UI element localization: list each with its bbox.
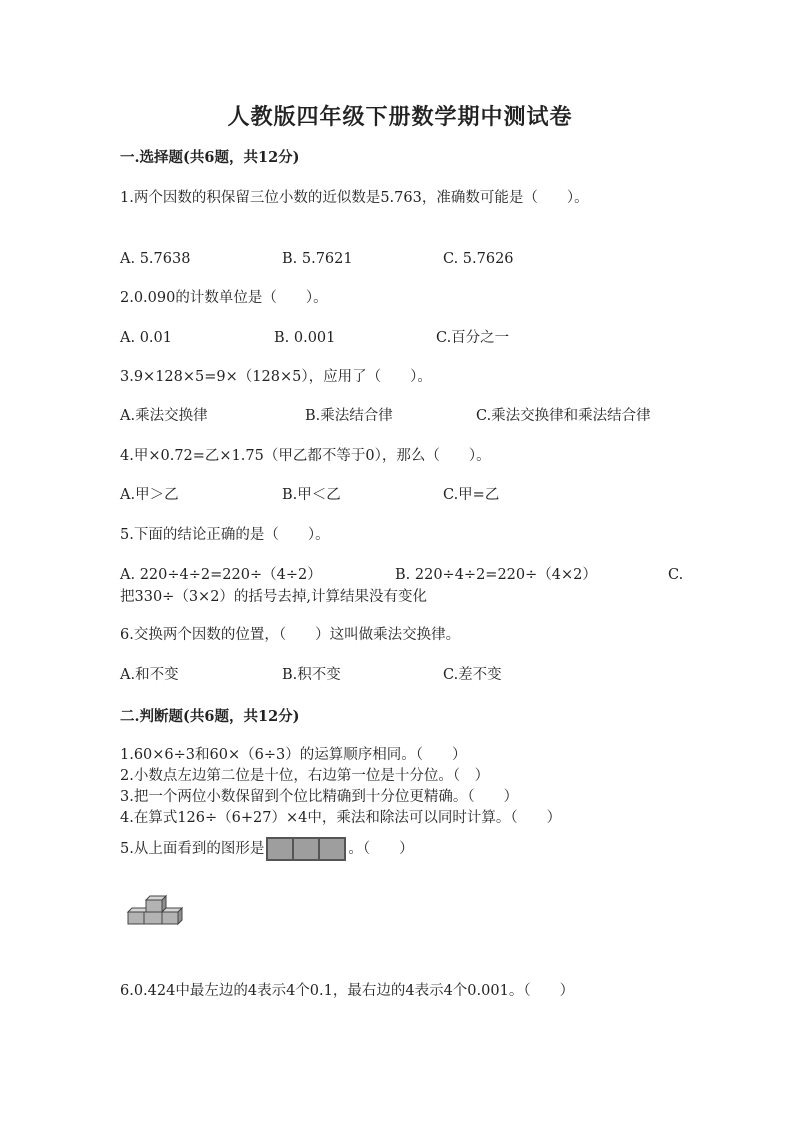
judgement-5-text: 5.从上面看到的图形是: [120, 841, 265, 857]
question-5-option-c: C.: [668, 567, 684, 583]
question-3-option-a: A.乘法交换律: [120, 408, 208, 424]
question-4-option-b: B.甲＜乙: [282, 487, 341, 503]
question-3-option-b: B.乘法结合律: [305, 408, 393, 424]
top-view-figure: [266, 837, 346, 861]
question-2-stem: 2.0.090的计数单位是（ ）。: [120, 290, 328, 306]
question-6-option-b: B.积不变: [282, 667, 341, 683]
page-title: 人教版四年级下册数学期中测试卷: [227, 104, 573, 130]
question-1-option-b: B. 5.7621: [282, 251, 353, 267]
question-1-option-c: C. 5.7626: [443, 251, 514, 267]
question-4-stem: 4.甲×0.72=乙×1.75（甲乙都不等于0），那么（ ）。: [120, 448, 491, 464]
question-4-option-a: A.甲＞乙: [120, 487, 179, 503]
question-5-option-a: A. 220÷4÷2=220÷（4÷2）: [120, 567, 322, 583]
judgement-5: [120, 829, 414, 869]
judgement-1: 1.60×6÷3和60×（6÷3）的运算顺序相同。（ ）: [120, 747, 467, 763]
judgement-2: 2.小数点左边第二位是十位，右边第一位是十分位。（ ）: [120, 768, 490, 784]
cube-stack-figure: [126, 890, 186, 930]
question-6-stem: 6.交换两个因数的位置，（ ）这叫做乘法交换律。: [120, 627, 461, 643]
question-1-option-a: A. 5.7638: [120, 251, 191, 267]
section-heading-judgement: 二.判断题(共6题，共12分): [120, 708, 300, 725]
question-5-option-c-text: 把330÷（3×2）的括号去掉,计算结果没有变化: [120, 589, 428, 605]
question-2-option-b: B. 0.001: [274, 330, 336, 346]
judgement-3: 3.把一个两位小数保留到个位比精确到十分位更精确。（ ）: [120, 789, 519, 805]
question-4-option-c: C.甲=乙: [443, 487, 500, 503]
question-1-stem: 1.两个因数的积保留三位小数的近似数是5.763，准确数可能是（ ）。: [120, 190, 589, 206]
question-5-option-b: B. 220÷4÷2=220÷（4×2）: [395, 567, 597, 583]
question-3-option-c: C.乘法交换律和乘法结合律: [476, 408, 651, 424]
judgement-5-suffix: 。（ ）: [348, 841, 414, 857]
question-6-option-c: C.差不变: [443, 667, 502, 683]
judgement-6: 6.0.424中最左边的4表示4个0.1，最右边的4表示4个0.001。（ ）: [120, 983, 575, 999]
question-6-option-a: A.和不变: [120, 667, 179, 683]
question-3-stem: 3.9×128×5=9×（128×5），应用了（ ）。: [120, 369, 432, 385]
question-2-option-c: C.百分之一: [436, 330, 510, 346]
question-5-stem: 5.下面的结论正确的是（ ）。: [120, 527, 330, 543]
judgement-4: 4.在算式126÷（6+27）×4中，乘法和除法可以同时计算。（ ）: [120, 810, 562, 826]
section-heading-choice: 一.选择题(共6题，共12分): [120, 149, 300, 166]
question-2-option-a: A. 0.01: [120, 330, 172, 346]
